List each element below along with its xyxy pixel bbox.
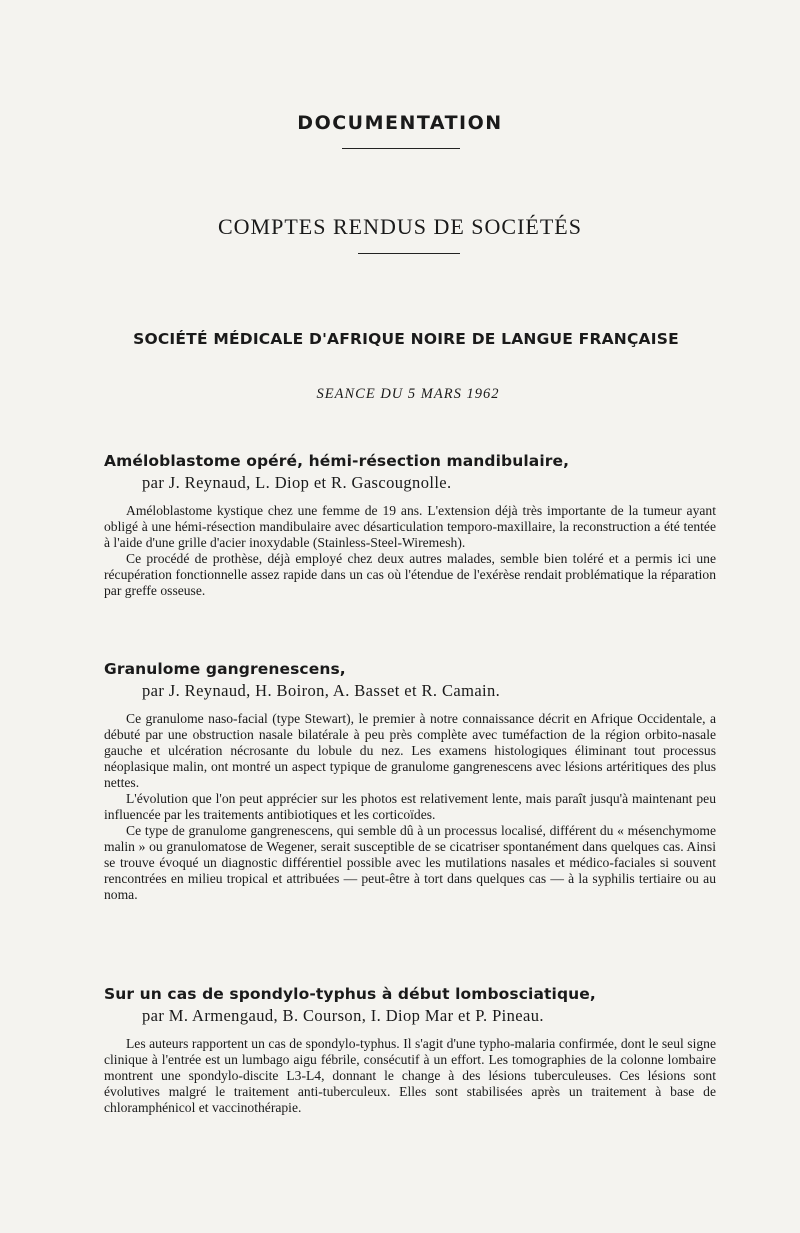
article-authors: par J. Reynaud, L. Diop et R. Gascougnolle. [142, 473, 452, 492]
article-title: Sur un cas de spondylo-typhus à début lombosciatique, [104, 985, 596, 1003]
article-paragraph: Améloblastome kystique chez une femme de 19 ans. L'extension déjà très importante de la tumeur ayant obligé à une hémi-résection mandibulaire avec désarticulation temporo-maxillaire, la reconstruction a été tentée à l'aide d'une grille d'acier inoxydable (Stainless-Steel-Wiremesh). [104, 503, 716, 550]
article-granulome [104, 660, 716, 903]
article-body [104, 1036, 716, 1116]
article-paragraph: Ce procédé de prothèse, déjà employé chez deux autres malades, semble bien toléré et a permis ici une récupération fonctionnelle assez rapide dans un cas où l'étendue de l'exérèse rendait problématique la réparation par greffe osseuse. [104, 551, 716, 598]
article-title: Granulome gangrenescens, [104, 660, 346, 678]
documentation-header: DOCUMENTATION [297, 112, 503, 134]
article-paragraph: L'évolution que l'on peut apprécier sur les photos est relativement lente, mais paraît jusqu'à maintenant peu influencée par les traitements antibiotiques et les corticoïdes. [104, 791, 716, 822]
section-title: COMPTES RENDUS DE SOCIÉTÉS [218, 214, 582, 239]
article-ameloblastome [104, 452, 716, 599]
article-authors: par J. Reynaud, H. Boiron, A. Basset et R. Camain. [142, 681, 501, 700]
article-title: Améloblastome opéré, hémi-résection mandibulaire, [104, 452, 570, 470]
society-name: SOCIÉTÉ MÉDICALE D'AFRIQUE NOIRE DE LANGUE FRANÇAISE [133, 330, 679, 348]
section-divider [358, 253, 460, 254]
article-body [104, 503, 716, 599]
header-divider [342, 148, 460, 149]
article-body [104, 711, 716, 903]
article-spondylo-typhus [104, 985, 716, 1116]
article-authors: par M. Armengaud, B. Courson, I. Diop Mar et P. Pineau. [142, 1006, 544, 1025]
article-paragraph: Ce type de granulome gangrenescens, qui semble dû à un processus localisé, différent du « mésenchymome malin » ou granulomatose de Wegener, serait susceptible de se cicatriser spontanément dans quelques cas. Ainsi se trouve évoqué un diagnostic différentiel possible avec les mutilations nasales et médico-faciales si souvent rencontrées en milieu tropical et attribuées — peut-être à tort dans quelques cas — à la syphilis tertiaire ou au noma. [104, 823, 716, 902]
article-paragraph: Les auteurs rapportent un cas de spondylo-typhus. Il s'agit d'une typho-malaria confirmée, dont le seul signe clinique à l'entrée est un lumbago aigu fébrile, consécutif à un effort. Les tomographies de la colonne lombaire montrent une spondylo-discite L3-L4, donnant le change à des lésions tuberculeuses. Ces lésions sont évolutives malgré le traitement anti-tuberculeux. Elles sont stabilisées après un traitement à base de chloramphénicol et vaccinothérapie. [104, 1036, 716, 1115]
session-date: SEANCE DU 5 MARS 1962 [316, 386, 500, 402]
article-paragraph: Ce granulome naso-facial (type Stewart), le premier à notre connaissance décrit en Afrique Occidentale, a débuté par une obstruction nasale bilatérale à peu près complète avec tuméfaction de la région orbito-nasale gauche et ulcération nécrosante du lobule du nez. Les examens histologiques éliminant tout processus néoplasique malin, ont montré un aspect typique de granulome gangrenescens avec lésions artéritiques des plus nettes. [104, 711, 716, 790]
